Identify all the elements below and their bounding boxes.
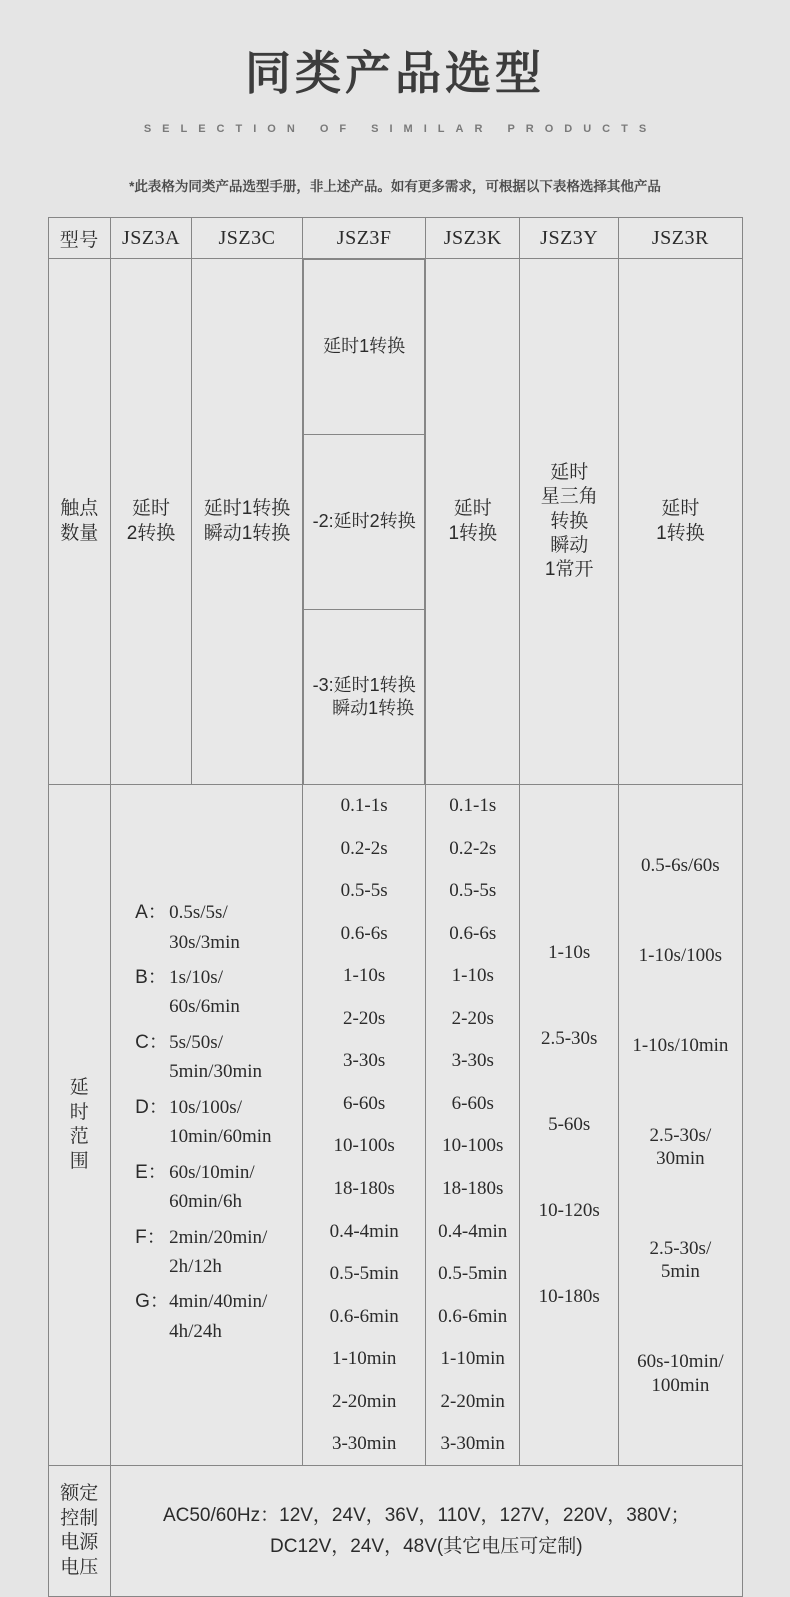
delay-cell-jsz3f	[303, 785, 426, 1466]
voltage-line-ac: AC50/60Hz：12V，24V，36V，110V，127V，220V，380V；	[162, 1504, 690, 1526]
list-item: 0.2-2s	[449, 837, 497, 859]
list-item: 2-20s	[451, 1007, 494, 1029]
list-item: 6-60s	[451, 1092, 494, 1114]
jsz3f-subrow-3	[304, 610, 425, 785]
header-cell-model-label: 型号	[48, 218, 111, 259]
delay-list-jsz3k	[428, 789, 517, 1461]
spec-table-wrapper	[48, 217, 743, 1597]
delay-list-jsz3r	[621, 820, 739, 1430]
contact-jsz3c-line1: 延时1转换	[203, 498, 291, 520]
list-item: 1-10s	[548, 942, 591, 964]
voltage-label-line4: 电压	[60, 1556, 99, 1578]
list-item	[649, 1237, 711, 1283]
jsz3f-sub3-line1: -3:延时1转换	[312, 674, 416, 695]
table-row-delay-range	[48, 785, 742, 1466]
list-item	[641, 854, 720, 877]
list-item: 1-10s	[451, 965, 494, 987]
jsz3f-subrow-2	[304, 435, 425, 610]
contact-cell-jsz3r	[619, 259, 742, 785]
contact-cell-jsz3a	[111, 259, 192, 785]
contact-jsz3y-line2: 星三角	[540, 486, 598, 508]
jsz3f-subtable	[303, 259, 425, 784]
delay-ac-3-line1: 10s/100s/	[169, 1096, 242, 1118]
delay-r-5-line2: 100min	[651, 1374, 710, 1396]
delay-ac-vals-1	[169, 963, 240, 1022]
list-item: 0.6-6s	[340, 922, 388, 944]
table-row-models	[48, 218, 742, 259]
list-item: 0.5-5min	[438, 1263, 508, 1285]
jsz3f-sub1: 延时1转换	[304, 260, 425, 435]
contact-jsz3k-line1: 延时	[453, 498, 492, 520]
list-item: 0.6-6s	[449, 922, 497, 944]
delay-ac-2-line1: 5s/50s/	[169, 1031, 223, 1053]
contact-jsz3c-line2: 瞬动1转换	[203, 522, 291, 544]
list-item: 0.1-1s	[340, 795, 388, 817]
row-label-voltage	[48, 1466, 111, 1597]
list-item: 2.5-30s	[540, 1028, 598, 1050]
list-item: 6-60s	[343, 1092, 386, 1114]
spec-table	[48, 217, 743, 1597]
list-item: 0.6-6min	[329, 1305, 399, 1327]
list-item	[135, 963, 300, 1022]
delay-ac-0-line1: 0.5s/5s/	[169, 902, 228, 924]
voltage-line-dc: DC12V，24V，48V(其它电压可定制)	[270, 1536, 583, 1558]
contact-jsz3r-line2: 1转换	[656, 522, 705, 544]
contact-cell-jsz3k	[426, 259, 520, 785]
list-item	[135, 1093, 300, 1152]
contact-cell-jsz3f	[303, 259, 426, 785]
delay-ac-5-line1: 2min/20min/	[169, 1226, 268, 1248]
delay-ac-vals-6	[169, 1287, 267, 1346]
list-item: 10-100s	[442, 1135, 504, 1157]
header-cell-jsz3y: JSZ3Y	[520, 218, 619, 259]
row-label-delay-range	[48, 785, 111, 1466]
contact-jsz3y-line4: 瞬动	[550, 534, 589, 556]
delay-ac-vals-3	[169, 1093, 271, 1152]
list-item: 0.6-6min	[438, 1305, 508, 1327]
list-item: 0.5-5s	[340, 880, 388, 902]
delay-cell-jsz3y	[520, 785, 619, 1466]
contact-jsz3r-line1: 延时	[661, 498, 700, 520]
list-item	[135, 898, 300, 957]
voltage-label-line2: 控制	[60, 1507, 99, 1529]
contact-jsz3k-line2: 1转换	[448, 522, 498, 544]
jsz3f-sub3-line2: 瞬动1转换	[332, 698, 415, 719]
list-item: 3-30min	[440, 1433, 505, 1455]
delay-list-jsz3f	[305, 789, 423, 1461]
table-row-contact-quantity	[48, 259, 742, 785]
delay-ac-key-6: G：	[135, 1291, 169, 1313]
delay-r-3-line2: 30min	[656, 1148, 705, 1170]
list-item: 0.4-4min	[329, 1220, 399, 1242]
delay-ac-6-line1: 4min/40min/	[169, 1291, 268, 1313]
list-item: 0.2-2s	[340, 837, 388, 859]
contact-jsz3a-line2: 2转换	[126, 522, 176, 544]
delay-ac-1-line1: 1s/10s/	[169, 967, 223, 988]
delay-ac-vals-0	[169, 898, 240, 957]
page-title: 同类产品选型	[245, 47, 545, 99]
page-subtitle: SELECTION OF SIMILAR PRODUCTS	[143, 123, 658, 136]
header-cell-jsz3k: JSZ3K	[426, 218, 520, 259]
contact-jsz3a-line1: 延时	[132, 498, 171, 520]
header-cell-jsz3a: JSZ3A	[111, 218, 192, 259]
list-item	[649, 1124, 711, 1170]
list-item: 3-30s	[451, 1050, 494, 1072]
delay-ac-key-3: D：	[135, 1096, 168, 1118]
delay-label-char1: 延	[69, 1076, 89, 1098]
contact-label-line2: 数量	[60, 522, 99, 544]
delay-ac-key-4: E：	[135, 1161, 167, 1183]
delay-label-char2: 时	[69, 1101, 89, 1123]
delay-r-0-line1: 0.5-6s/60s	[641, 854, 720, 876]
list-item: 2-20min	[440, 1390, 505, 1412]
list-item: 1-10min	[331, 1348, 397, 1370]
list-item: 10-100s	[333, 1135, 395, 1157]
list-item	[135, 1287, 300, 1346]
delay-cell-jsz3a-jsz3c	[111, 785, 303, 1466]
list-item: 5-60s	[548, 1114, 591, 1136]
delay-ac-key-2: C：	[135, 1031, 168, 1053]
delay-r-5-line1: 60s-10min/	[637, 1351, 724, 1373]
contact-cell-jsz3c	[191, 259, 302, 785]
voltage-label-line1: 额定	[60, 1482, 99, 1504]
contact-jsz3y-line1: 延时	[550, 461, 589, 483]
delay-ac-0-line2: 30s/3min	[169, 931, 240, 953]
voltage-label-line3: 电源	[60, 1532, 99, 1554]
delay-r-4-line1: 2.5-30s/	[649, 1238, 712, 1260]
header-cell-jsz3r: JSZ3R	[619, 218, 742, 259]
list-item: 0.5-5min	[329, 1263, 399, 1285]
list-item: 1-10s	[343, 965, 386, 987]
delay-ac-4-line2: 60min/6h	[169, 1191, 242, 1213]
list-item	[637, 1350, 724, 1396]
delay-list-jsz3y	[522, 910, 616, 1340]
delay-ac-4-line1: 60s/10min/	[169, 1161, 255, 1183]
list-item: 0.5-5s	[449, 880, 497, 902]
delay-r-3-line1: 2.5-30s/	[649, 1124, 712, 1146]
delay-r-4-line2: 5min	[660, 1261, 700, 1283]
list-item: 0.1-1s	[449, 795, 497, 817]
list-item	[135, 1223, 300, 1282]
delay-ac-6-line2: 4h/24h	[169, 1320, 222, 1342]
delay-ac-key-5: F：	[135, 1226, 166, 1248]
delay-cell-jsz3r	[619, 785, 742, 1466]
list-item: 1-10min	[440, 1348, 505, 1370]
delay-ac-key-0: A：	[135, 902, 167, 924]
list-item: 18-180s	[442, 1177, 504, 1199]
list-item	[639, 944, 722, 967]
delay-list-jsz3ac	[113, 820, 300, 1430]
list-item: 18-180s	[333, 1177, 395, 1199]
contact-jsz3y-line3: 转换	[550, 510, 589, 532]
jsz3f-sub2: -2:延时2转换	[304, 435, 425, 610]
list-item: 10-180s	[538, 1286, 600, 1308]
selection-note: *此表格为同类产品选型手册，非上述产品。如有更多需求，可根据以下表格选择其他产品	[129, 179, 661, 195]
delay-label-char3: 范	[69, 1126, 89, 1148]
delay-ac-3-line2: 10min/60min	[169, 1126, 272, 1148]
delay-ac-vals-2	[169, 1028, 262, 1087]
delay-ac-key-1: B：	[135, 967, 167, 988]
table-row-voltage	[48, 1466, 742, 1597]
delay-r-2-line1: 1-10s/10min	[632, 1034, 729, 1056]
delay-r-1-line1: 1-10s/100s	[638, 944, 723, 966]
delay-ac-5-line2: 2h/12h	[169, 1255, 222, 1277]
delay-ac-vals-4	[169, 1158, 255, 1217]
header-cell-jsz3f: JSZ3F	[303, 218, 426, 259]
header-cell-jsz3c: JSZ3C	[191, 218, 302, 259]
delay-ac-1-line2: 60s/6min	[169, 996, 240, 1018]
contact-jsz3y-line5: 1常开	[544, 559, 594, 581]
voltage-cell-value	[111, 1466, 742, 1597]
list-item	[135, 1158, 300, 1217]
list-item: 3-30min	[331, 1433, 397, 1455]
row-label-contact-quantity	[48, 259, 111, 785]
list-item	[135, 1028, 300, 1087]
list-item: 3-30s	[343, 1050, 386, 1072]
list-item: 10-120s	[538, 1200, 600, 1222]
contact-cell-jsz3y	[520, 259, 619, 785]
delay-cell-jsz3k	[426, 785, 520, 1466]
delay-ac-2-line2: 5min/30min	[169, 1061, 263, 1083]
delay-ac-vals-5	[169, 1223, 267, 1282]
contact-label-line1: 触点	[60, 498, 99, 520]
list-item: 2-20min	[331, 1390, 397, 1412]
page-header	[0, 0, 790, 195]
list-item	[632, 1034, 728, 1057]
list-item: 0.4-4min	[438, 1220, 508, 1242]
delay-label-char4: 围	[69, 1150, 89, 1172]
list-item: 2-20s	[343, 1007, 386, 1029]
jsz3f-subrow-1	[304, 260, 425, 435]
jsz3f-sub3	[304, 610, 425, 785]
